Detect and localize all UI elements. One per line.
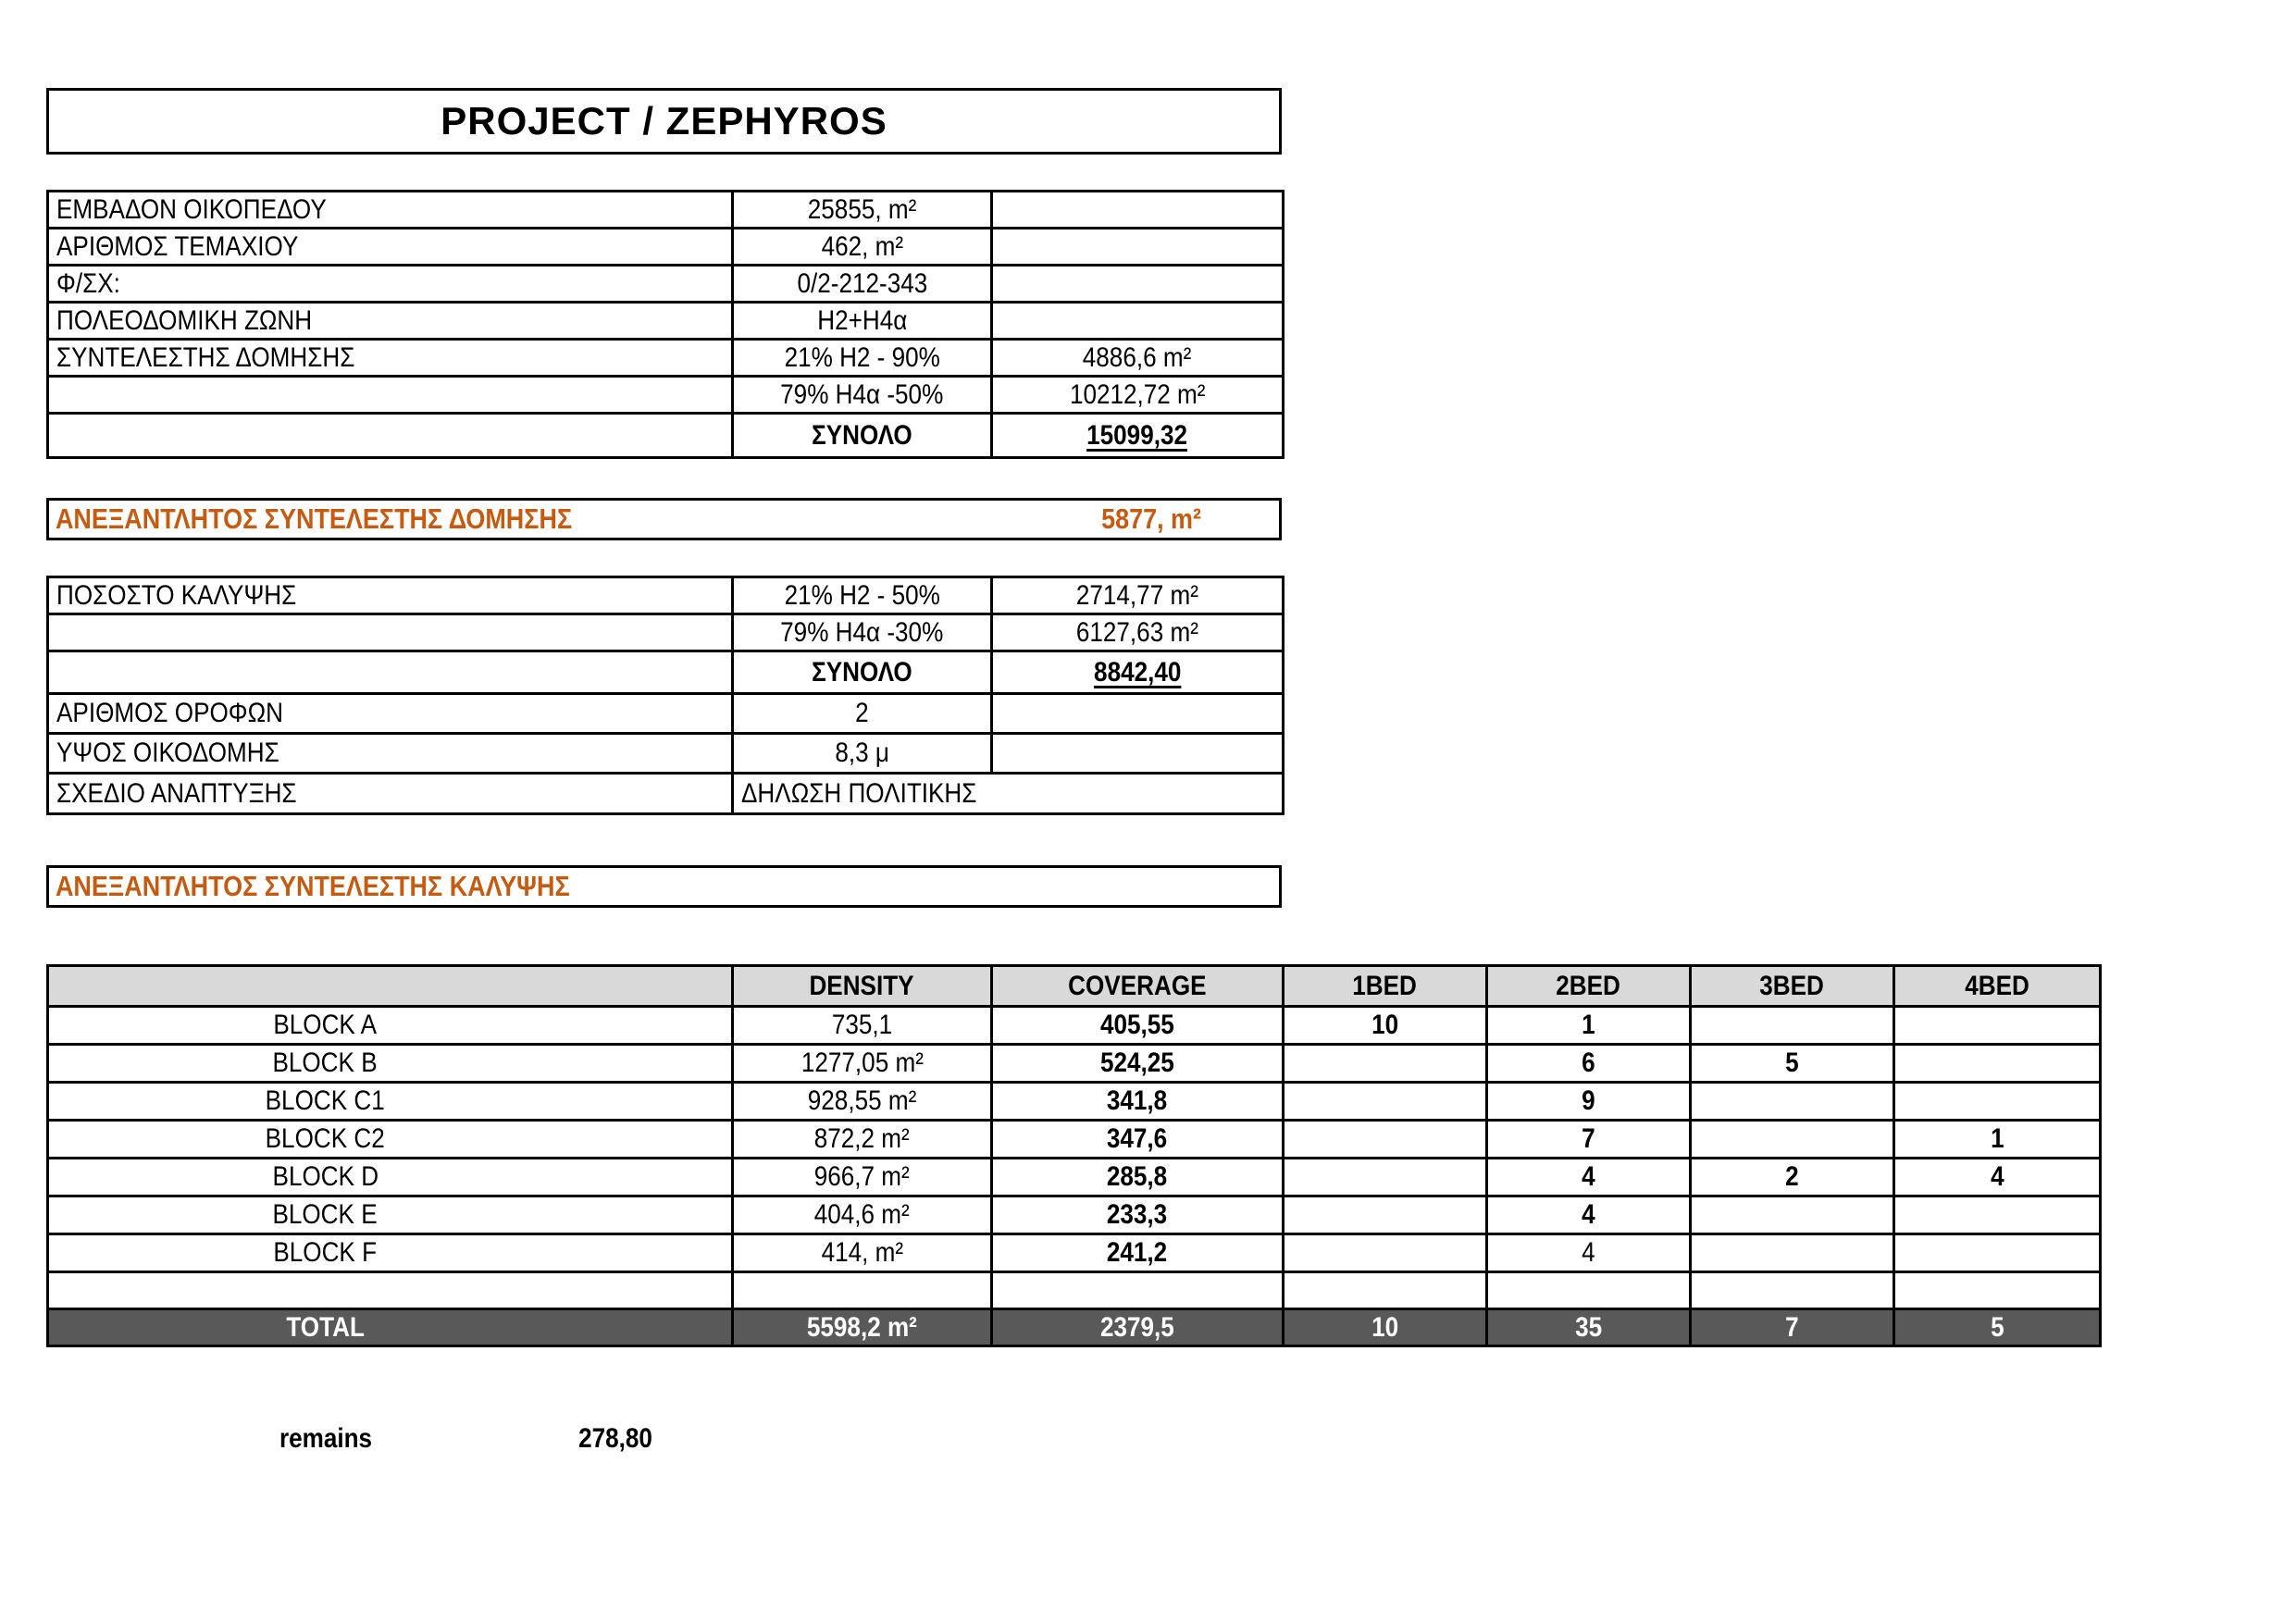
blocks-3bed-cell (1691, 1196, 1894, 1234)
blocks-4bed-cell (1894, 1272, 2101, 1309)
coverage-row-value: ΔΗΛΩΣΗ ΠΟΛΙΤΙΚΗΣ (733, 774, 1284, 814)
site-table-row (48, 266, 1284, 303)
blocks-2bed-cell: 1 (1487, 1007, 1691, 1045)
coverage-row-value: ΣΥΝΟΛΟ (733, 651, 992, 694)
blocks-total-coverage-cell: 2379,5 (992, 1309, 1284, 1346)
unexploited-coverage-valuebox (1025, 878, 1277, 895)
blocks-2bed-cell: 6 (1487, 1045, 1691, 1083)
blocks-row (48, 1234, 2101, 1272)
site-row-label: Φ/ΣΧ: (48, 266, 733, 303)
blocks-name-cell: BLOCK F (48, 1234, 733, 1272)
blocks-name-cell (48, 1272, 733, 1309)
blocks-spacer-row (48, 1272, 2101, 1309)
coverage-row-label: ΣΧΕΔΙΟ ΑΝΑΠΤΥΞΗΣ (48, 774, 733, 814)
coverage-table-row (48, 734, 1284, 774)
site-row-label (48, 377, 733, 414)
blocks-total-4bed-cell: 5 (1894, 1309, 2101, 1346)
blocks-3bed-cell: 2 (1691, 1159, 1894, 1196)
site-table-row (48, 229, 1284, 266)
blocks-density-cell: 404,6 m² (733, 1196, 992, 1234)
unexploited-coverage-label: ΑΝΕΞΑΝΤΛΗΤΟΣ ΣΥΝΤΕΛΕΣΤΗΣ ΚΑΛΥΨΗΣ (55, 870, 570, 902)
blocks-name-cell: BLOCK B (48, 1045, 733, 1083)
blocks-coverage-cell: 233,3 (992, 1196, 1284, 1234)
unexploited-density-label: ΑΝΕΞΑΝΤΛΗΤΟΣ ΣΥΝΤΕΛΕΣΤΗΣ ΔΟΜΗΣΗΣ (55, 502, 573, 535)
page-title: PROJECT / ZEPHYROS (441, 99, 887, 143)
site-row-label: ΕΜΒΑΔΟΝ ΟΙΚΟΠΕΔΟΥ (48, 192, 733, 229)
site-row-label: ΣΥΝΤΕΛΕΣΤΗΣ ΔΟΜΗΣΗΣ (48, 340, 733, 377)
site-row-label: ΑΡΙΘΜΟΣ ΤΕΜΑΧΙΟΥ (48, 229, 733, 266)
blocks-row (48, 1121, 2101, 1159)
blocks-4bed-cell: 4 (1894, 1159, 2101, 1196)
blocks-row (48, 1196, 2101, 1234)
site-row-extra: 4886,6 m² (992, 340, 1284, 377)
site-row-extra: 15099,32 (992, 414, 1284, 458)
blocks-density-cell: 735,1 (733, 1007, 992, 1045)
coverage-row-value: 8,3 μ (733, 734, 992, 774)
coverage-row-extra: 2714,77 m² (992, 577, 1284, 614)
blocks-2bed-cell: 4 (1487, 1234, 1691, 1272)
blocks-4bed-cell (1894, 1234, 2101, 1272)
site-row-extra (992, 192, 1284, 229)
blocks-density-cell (733, 1272, 992, 1309)
coverage-parameters-table (46, 576, 1285, 815)
blocks-4bed-cell: 1 (1894, 1121, 2101, 1159)
coverage-row-value: 21% H2 - 50% (733, 577, 992, 614)
blocks-coverage-cell: 524,25 (992, 1045, 1284, 1083)
blocks-density-cell: 872,2 m² (733, 1121, 992, 1159)
blocks-density-cell: 966,7 m² (733, 1159, 992, 1196)
blocks-coverage-cell: 341,8 (992, 1083, 1284, 1121)
blocks-3bed-cell (1691, 1121, 1894, 1159)
blocks-1bed-cell: 10 (1284, 1007, 1487, 1045)
site-parameters-table (46, 190, 1285, 459)
coverage-row-value: 79% H4α -30% (733, 614, 992, 651)
blocks-coverage-cell: 405,55 (992, 1007, 1284, 1045)
blocks-header-1bed: 1BED (1284, 966, 1487, 1007)
coverage-row-label (48, 614, 733, 651)
blocks-3bed-cell (1691, 1083, 1894, 1121)
site-row-value: 25855, m² (733, 192, 992, 229)
blocks-2bed-cell (1487, 1272, 1691, 1309)
blocks-1bed-cell (1284, 1045, 1487, 1083)
site-row-extra: 10212,72 m² (992, 377, 1284, 414)
site-row-value: 79% H4α -50% (733, 377, 992, 414)
blocks-header-3bed: 3BED (1691, 966, 1894, 1007)
blocks-header-density: DENSITY (733, 966, 992, 1007)
blocks-total-2bed-cell: 35 (1487, 1309, 1691, 1346)
coverage-row-label (48, 651, 733, 694)
blocks-name-cell: BLOCK C2 (48, 1121, 733, 1159)
blocks-row (48, 1083, 2101, 1121)
blocks-3bed-cell (1691, 1234, 1894, 1272)
site-row-value: 0/2-212-343 (733, 266, 992, 303)
blocks-4bed-cell (1894, 1045, 2101, 1083)
blocks-1bed-cell (1284, 1272, 1487, 1309)
site-table-row (48, 192, 1284, 229)
blocks-4bed-cell (1894, 1007, 2101, 1045)
unexploited-density-valuebox (1025, 502, 1277, 536)
blocks-row (48, 1159, 2101, 1196)
site-table-row (48, 303, 1284, 340)
site-row-extra (992, 229, 1284, 266)
blocks-1bed-cell (1284, 1234, 1487, 1272)
blocks-total-density-cell: 5598,2 m² (733, 1309, 992, 1346)
site-row-label (48, 414, 733, 458)
coverage-row-extra: 6127,63 m² (992, 614, 1284, 651)
blocks-3bed-cell (1691, 1007, 1894, 1045)
blocks-2bed-cell: 4 (1487, 1159, 1691, 1196)
blocks-3bed-cell: 5 (1691, 1045, 1894, 1083)
blocks-header-2bed: 2BED (1487, 966, 1691, 1007)
blocks-header-name (48, 966, 733, 1007)
blocks-row (48, 1007, 2101, 1045)
coverage-row-value: 2 (733, 694, 992, 734)
site-row-value: ΣΥΝΟΛΟ (733, 414, 992, 458)
coverage-table-row (48, 774, 1284, 814)
project-title-box (46, 88, 1282, 155)
blocks-1bed-cell (1284, 1083, 1487, 1121)
blocks-table (46, 964, 2102, 1347)
unexploited-density-value: 5877, m² (1101, 502, 1201, 535)
blocks-name-cell: BLOCK A (48, 1007, 733, 1045)
blocks-4bed-cell (1894, 1196, 2101, 1234)
coverage-row-extra (992, 734, 1284, 774)
blocks-coverage-cell: 241,2 (992, 1234, 1284, 1272)
coverage-row-extra (992, 694, 1284, 734)
coverage-row-extra: 8842,40 (992, 651, 1284, 694)
blocks-total-1bed-cell: 10 (1284, 1309, 1487, 1346)
blocks-total-name-cell: TOTAL (48, 1309, 733, 1346)
blocks-1bed-cell (1284, 1159, 1487, 1196)
blocks-row (48, 1045, 2101, 1083)
site-table-row (48, 414, 1284, 458)
blocks-total-3bed-cell: 7 (1691, 1309, 1894, 1346)
blocks-header-4bed: 4BED (1894, 966, 2101, 1007)
coverage-row-label: ΥΨΟΣ ΟΙΚΟΔΟΜΗΣ (48, 734, 733, 774)
unexploited-density-banner (46, 498, 1282, 540)
blocks-4bed-cell (1894, 1083, 2101, 1121)
blocks-1bed-cell (1284, 1196, 1487, 1234)
coverage-table-row (48, 614, 1284, 651)
unexploited-coverage-banner (46, 865, 1282, 908)
blocks-name-cell: BLOCK C1 (48, 1083, 733, 1121)
blocks-header-coverage: COVERAGE (992, 966, 1284, 1007)
coverage-row-label: ΠΟΣΟΣΤΟ ΚΑΛΥΨΗΣ (48, 577, 733, 614)
blocks-header-row (48, 966, 2101, 1007)
blocks-2bed-cell: 4 (1487, 1196, 1691, 1234)
blocks-coverage-cell (992, 1272, 1284, 1309)
coverage-table-row (48, 651, 1284, 694)
site-row-value: 462, m² (733, 229, 992, 266)
coverage-table-row (48, 694, 1284, 734)
blocks-coverage-cell: 347,6 (992, 1121, 1284, 1159)
blocks-2bed-cell: 7 (1487, 1121, 1691, 1159)
blocks-total-row (48, 1309, 2101, 1346)
site-table-row (48, 340, 1284, 377)
site-row-value: H2+H4α (733, 303, 992, 340)
site-row-extra (992, 266, 1284, 303)
remains-value: 278,80 (578, 1423, 652, 1454)
coverage-row-label: ΑΡΙΘΜΟΣ ΟΡΟΦΩΝ (48, 694, 733, 734)
site-row-value: 21% H2 - 90% (733, 340, 992, 377)
blocks-density-cell: 928,55 m² (733, 1083, 992, 1121)
site-row-label: ΠΟΛΕΟΔΟΜΙΚΗ ΖΩΝΗ (48, 303, 733, 340)
blocks-coverage-cell: 285,8 (992, 1159, 1284, 1196)
coverage-table-row (48, 577, 1284, 614)
blocks-name-cell: BLOCK D (48, 1159, 733, 1196)
remains-label: remains (279, 1423, 373, 1454)
site-table-row (48, 377, 1284, 414)
blocks-1bed-cell (1284, 1121, 1487, 1159)
blocks-3bed-cell (1691, 1272, 1894, 1309)
blocks-density-cell: 414, m² (733, 1234, 992, 1272)
site-row-extra (992, 303, 1284, 340)
blocks-2bed-cell: 9 (1487, 1083, 1691, 1121)
blocks-density-cell: 1277,05 m² (733, 1045, 992, 1083)
blocks-name-cell: BLOCK E (48, 1196, 733, 1234)
